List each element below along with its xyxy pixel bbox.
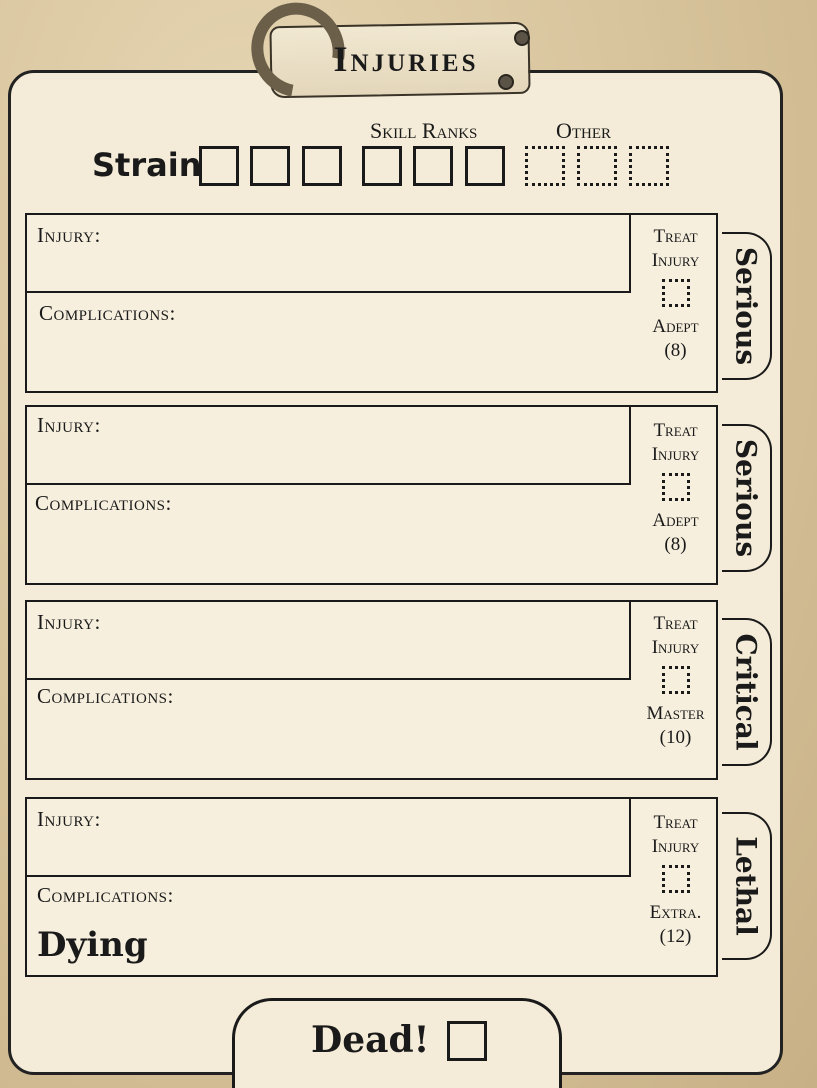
treat-label: Treat [653, 226, 698, 247]
severity-tab [722, 618, 772, 766]
treat-injury-panel [631, 612, 720, 750]
strain-box[interactable] [302, 146, 342, 186]
injury-label: Injury: [37, 807, 101, 831]
treat-label: Treat [653, 420, 698, 441]
difficulty-number: (12) [659, 926, 692, 947]
injury-sublabel: Injury [651, 637, 700, 658]
other-strain-box[interactable] [577, 146, 617, 186]
header-banner [240, 0, 540, 110]
skill-level: Adept [652, 316, 699, 337]
injury-label: Injury: [37, 610, 101, 634]
skill-ranks-label: Skill Ranks [370, 118, 478, 143]
treat-injury-panel [631, 811, 720, 949]
strain-box[interactable] [250, 146, 290, 186]
nail-icon [514, 30, 530, 46]
complications-label: Complications: [35, 491, 172, 515]
dead-label: Dead! [311, 1019, 430, 1061]
skill-rank-strain-box[interactable] [465, 146, 505, 186]
dead-tab [232, 998, 562, 1088]
other-label: Other [556, 118, 612, 143]
injury-card-lethal [25, 797, 718, 977]
treat-label: Treat [653, 613, 698, 634]
dead-checkbox[interactable] [447, 1021, 487, 1061]
injury-card-serious-1 [25, 213, 718, 393]
strain-box[interactable] [199, 146, 239, 186]
skill-level: Master [646, 703, 705, 724]
severity-tab [722, 812, 772, 960]
difficulty-number: (10) [659, 727, 692, 748]
injury-field[interactable] [27, 407, 631, 485]
treat-injury-panel [631, 225, 720, 363]
severity-label: Critical [729, 633, 763, 751]
strain-label: Strain [92, 146, 202, 184]
treat-checkbox[interactable] [662, 473, 690, 501]
treat-checkbox[interactable] [662, 279, 690, 307]
skill-level: Extra. [649, 902, 702, 923]
other-strain-box[interactable] [629, 146, 669, 186]
severity-label: Serious [729, 246, 763, 366]
injury-field[interactable] [27, 799, 631, 877]
severity-tab [722, 232, 772, 380]
injury-label: Injury: [37, 413, 101, 437]
injury-sublabel: Injury [651, 444, 700, 465]
injury-field[interactable] [27, 602, 631, 680]
other-strain-box[interactable] [525, 146, 565, 186]
complications-value: Dying [37, 925, 148, 965]
severity-label: Serious [729, 438, 763, 558]
treat-label: Treat [653, 812, 698, 833]
treat-injury-panel [631, 419, 720, 557]
skill-level: Adept [652, 510, 699, 531]
severity-label: Lethal [729, 836, 763, 936]
skill-rank-strain-box[interactable] [413, 146, 453, 186]
difficulty-number: (8) [664, 340, 687, 361]
treat-checkbox[interactable] [662, 865, 690, 893]
injury-card-serious-2 [25, 405, 718, 585]
skill-rank-strain-box[interactable] [362, 146, 402, 186]
complications-label: Complications: [37, 684, 174, 708]
complications-label: Complications: [39, 301, 176, 325]
injury-sublabel: Injury [651, 250, 700, 271]
page-title: Injuries [333, 39, 479, 79]
treat-checkbox[interactable] [662, 666, 690, 694]
complications-label: Complications: [37, 883, 174, 907]
injury-card-critical [25, 600, 718, 780]
injury-label: Injury: [37, 223, 101, 247]
injury-sublabel: Injury [651, 836, 700, 857]
injury-field[interactable] [27, 215, 631, 293]
severity-tab [722, 424, 772, 572]
difficulty-number: (8) [664, 534, 687, 555]
